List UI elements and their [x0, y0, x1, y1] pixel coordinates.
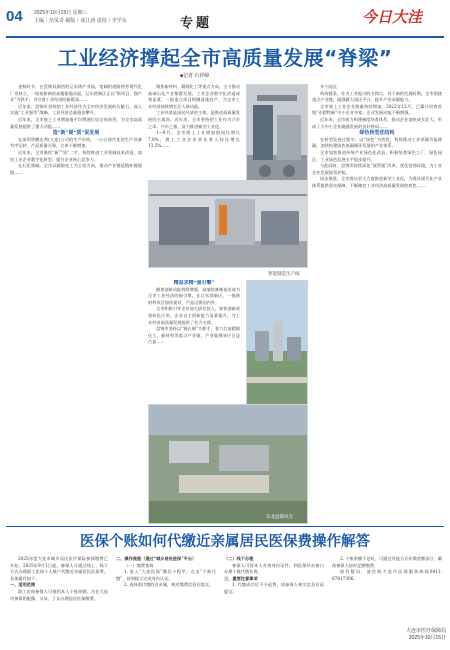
- paragraph: 2025年度大连市城乡居民医疗保险参保缴费已开始，2025年9月1日起，参保人可通过线上、线下方式办理职工医保个人账户代缴近亲属居民医保费，具体操作如下：: [10, 556, 108, 581]
- paragraph: 近年来，全市规上工业增加值平均增速位居全省前列，为全市高质量发展提供了强大动能……: [10, 116, 142, 129]
- paragraph: 构筑链条，作为工业振兴的支撑点，对于新的发展时期，全市围绕重点产业链，做强做大园区平台，提升产业承载能力。: [312, 90, 442, 103]
- industrial-park-photo: [246, 280, 308, 412]
- editor-line: 主编｜范凤奇 制版｜冰江涛 责校｜李学东: [34, 18, 127, 24]
- paragraph: 全市规上工业企业数量持续增加，2022年12月，已累计培育省级“专精特新”中小企业多家，企业发展动能不断增强。: [312, 103, 442, 116]
- paragraph: 在深圳华鹏宏利(大连)公司的生产车间，一台台现代化的生产设备有序运转，产品质量可靠，订单不断增加。: [10, 136, 142, 149]
- paragraph: 盘锦市坚持以“链长制”为抓手，着力打造精细化工、新材料等重点产业链，产业集聚效应日益凸显……: [148, 326, 240, 345]
- paragraph: 随着创新动能持续增强，高端装备制造业成为全市工业经济的新引擎。在辽东湾新区，一批新材料项目加快建设，产品远销国内外。: [148, 286, 240, 305]
- source-signature: 大连市医疗保障局 2025年10月15日: [405, 628, 446, 641]
- article-column-2-lower: [148, 280, 240, 398]
- page-header: [0, 0, 450, 38]
- paragraph: 全市加快推进传统产业绿色化改造，积极培育绿色工厂、绿色园区，工业绿色发展水平稳步提升。: [312, 149, 442, 162]
- subheading: 一、适用范围: [10, 582, 36, 588]
- subheading: 绿色转型优结构: [359, 130, 395, 137]
- header-divider: [6, 36, 444, 38]
- photo-caption: 智能制造生产线: [268, 272, 300, 277]
- paragraph: 在转型发展过程中，以“绿色”为底色，持续推动工业领域节能降碳，加快构建绿色低碳循环发展的产业体系。: [312, 136, 442, 149]
- paragraph: 2. 选择需代缴的近亲属，核对缴费信息后提交。: [124, 582, 214, 588]
- paragraph: 在石化领域，全市以精细化工为主攻方向，推动产业链延链补链强链……: [10, 163, 142, 175]
- paragraph: 近年来，盘锦市坚持把工业经济作为全市经济发展的压舱石，深入实施“工业强市”战略，工业经济总量稳步攀升。: [10, 103, 142, 116]
- paragraph: 参保人可持本人有效身份证件，到医保经办窗口办理个账代缴业务。: [224, 562, 324, 575]
- date-line: 2025年10月15日 星期三: [34, 10, 88, 16]
- paragraph: 同步推进，全市将以更大力度推进新型工业化，为建设现代化产业体系提供坚实保障，不断擦亮工业经济高质量发展的底色……: [312, 176, 442, 188]
- paragraph: 1—8月，全市规上工业增加值同比增长7.8%，规上工业企业营业收入同比增长13.5%……: [148, 130, 240, 149]
- paragraph: 1. 进入“大连医保”微信小程序，点击“个账代缴”，按照提示完成身份认证。: [116, 569, 216, 581]
- production-line-photo: [148, 180, 308, 268]
- paragraph: （一）缴费查询: [124, 562, 154, 568]
- aerial-photo: [148, 404, 308, 524]
- paragraph: 1. 代缴成功后不予退费，请参保人核实信息后再提交。: [224, 582, 324, 594]
- bottom-column-1: [10, 556, 108, 646]
- subheading: 精益求精“强引擎”: [173, 280, 215, 286]
- bottom-column-4: [332, 556, 442, 626]
- paragraph: 如有疑问，请咨询大连市医保服务热线0411-87817306。: [332, 569, 442, 581]
- subheading: 造“新”提“质”促发展: [52, 130, 100, 137]
- subheading: 二、操作流程（通过“城乡居民医保”平台）: [116, 556, 197, 561]
- section-title: 专题: [180, 16, 213, 31]
- article-column-3: [312, 84, 442, 522]
- byline: ■记者 石祥嶂: [180, 73, 210, 79]
- article-column-1: [10, 84, 142, 522]
- factory-photo: [246, 84, 308, 190]
- paragraph: 工业经济是国民经济的主体，是推动高质量发展的主战场。近年来，全市坚持把工业作为立市之本、兴市之基，奋力推进新型工业化。: [148, 110, 240, 129]
- paragraph: 2. 个账余额不足时，可通过其他方式补缴差额部分，确保参保人按时足额缴费。: [332, 556, 442, 568]
- subheading: （二）线下办理: [224, 556, 254, 561]
- paragraph: 职工医保参保人可使用本人个账余额，为在大连市参保的配偶、父母、子女办理居民医保缴费。: [10, 588, 108, 601]
- paragraph: 与此同时，盘锦市持续深化“放管服”改革，优化营商环境，为工业企业发展保驾护航。: [312, 163, 442, 175]
- paragraph: 聚焦新材料、精细化工等重点方向，全力推动高端石化产业集群发展。工业企业数字化改造成效显著，一批重点项目相继落地投产，为全市工业经济持续增长注入新动能。: [148, 84, 240, 109]
- paragraph: 全市积极引导企业加大研发投入，加快创新成果转化应用，企业自主创新能力显著提升，为工业经济高质量发展提供了有力支撑。: [148, 306, 240, 325]
- bottom-headline: 医保个账如何代缴近亲属居民医保费操作解答: [80, 534, 370, 550]
- subheading: 三、重要注意事项: [224, 575, 258, 581]
- article-column-2: [148, 84, 240, 174]
- page-number: 04: [6, 8, 23, 25]
- newspaper-logo: 今日大洼: [362, 8, 423, 26]
- paragraph: 近年来，全市着力构建梯度培育体系，推动企业加快成长壮大，形成了大中小企业融通发展的良好格局……: [312, 116, 442, 129]
- section-divider: [6, 526, 444, 527]
- photo-caption: 东北盘锦风光: [266, 515, 293, 520]
- paragraph: 近年来，全市聚焦“新”“质”二字，持续推进工业领域技术改造，加快工业企业数字化转型，提升企业核心竞争力。: [10, 149, 142, 162]
- bottom-column-2: [116, 556, 216, 646]
- bottom-column-3: [224, 556, 324, 646]
- main-headline: 工业经济撑起全市高质量发展“脊梁”: [57, 46, 393, 70]
- paragraph: 金秋时节，在盘锦双湖西的辽东湾产业园，宽阔的道路两旁现代化厂房林立，一座座崭新的高楼拔地而起，辽东湾新区正以“抓项目、强产业”为抓手，书写着工业经济的新篇章……: [10, 84, 142, 103]
- paragraph: 多个园区。: [320, 84, 341, 89]
